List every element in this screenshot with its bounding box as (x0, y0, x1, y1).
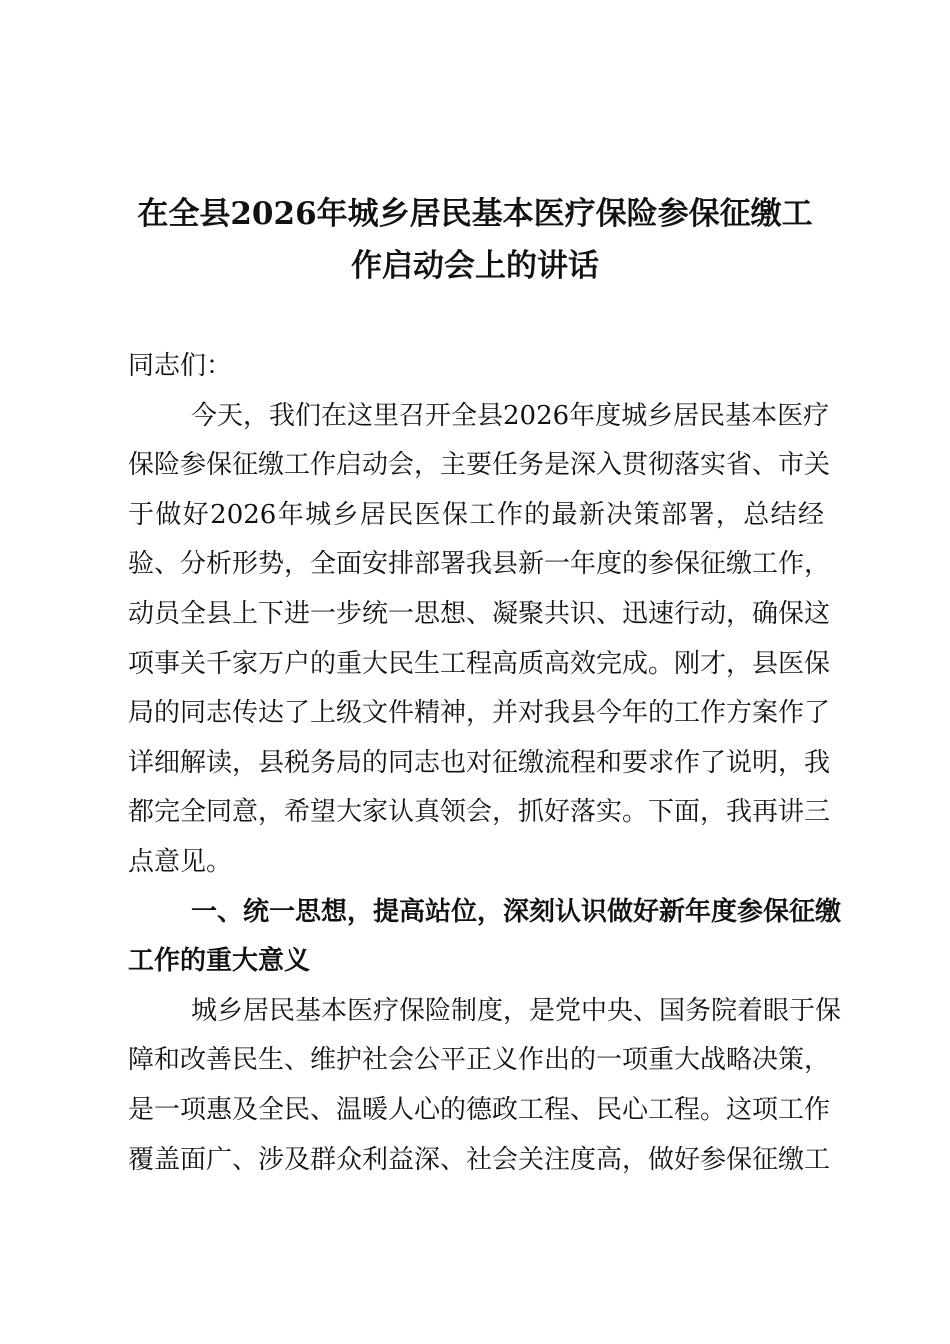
document-body (128, 342, 842, 1185)
paragraph-line: 是一项惠及全民、温暖人心的德政工程、民心工程。这项工作 (128, 1094, 831, 1125)
heading-line: 工作的重大意义 (128, 946, 311, 977)
paragraph-line: 覆盖面广、涉及群众利益深、社会关注度高，做好参保征缴工 (128, 1144, 831, 1175)
paragraph-line: 局的同志传达了上级文件精神，并对我县今年的工作方案作了 (128, 698, 831, 729)
title-line-1: 在全县2026年城乡居民基本医疗保险参保征缴工 (137, 196, 813, 232)
paragraph-line: 详细解读，县税务局的同志也对征缴流程和要求作了说明，我 (128, 747, 831, 778)
heading-line: 一、统一思想，提高站位，深刻认识做好新年度参保征缴 (191, 896, 842, 927)
title-line-2: 作启动会上的讲话 (351, 248, 599, 284)
paragraph-line: 今天，我们在这里召开全县2026年度城乡居民基本医疗 (191, 400, 830, 431)
paragraph-intro (128, 392, 831, 888)
paragraph-line: 项事关千家万户的重大民生工程高质高效完成。刚才，县医保 (128, 648, 831, 679)
paragraph-line: 都完全同意，希望大家认真领会，抓好落实。下面，我再讲三 (128, 797, 831, 828)
paragraph-line: 验、分析形势，全面安排部署我县新一年度的参保征缴工作， (128, 549, 831, 580)
paragraph-line: 保险参保征缴工作启动会，主要任务是深入贯彻落实省、市关 (128, 450, 831, 481)
paragraph-line: 点意见。 (128, 846, 233, 877)
paragraph-line: 动员全县上下进一步统一思想、凝聚共识、迅速行动，确保这 (128, 598, 831, 629)
paragraph-line: 于做好2026年城乡居民医保工作的最新决策部署，总结经 (128, 499, 824, 530)
paragraph-line: 城乡居民基本医疗保险制度，是党中央、国务院着眼于保 (191, 995, 842, 1026)
paragraph-section-1 (128, 987, 842, 1185)
document-title (100, 188, 850, 292)
section-heading-1 (128, 888, 842, 987)
paragraph-line: 障和改善民生、维护社会公平正义作出的一项重大战略决策， (128, 1045, 831, 1076)
salutation: 同志们： (128, 351, 233, 381)
